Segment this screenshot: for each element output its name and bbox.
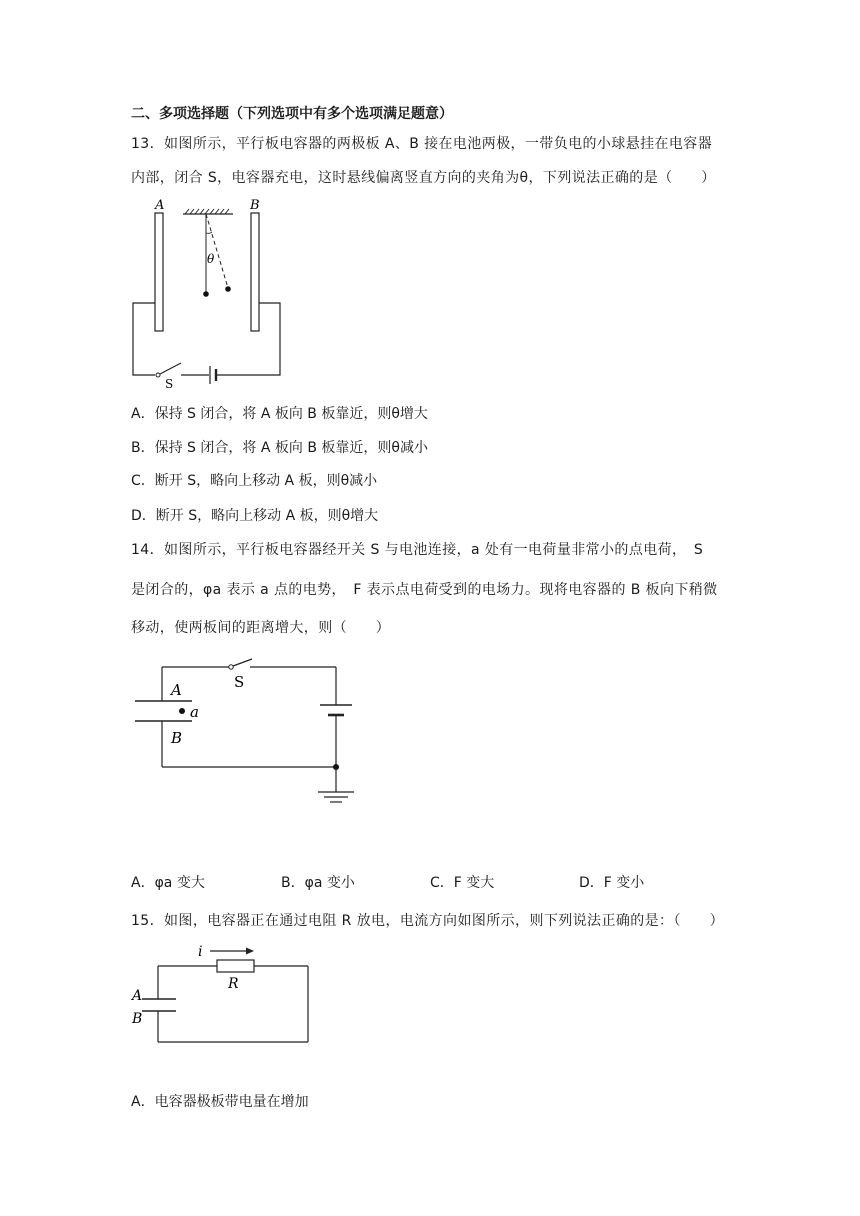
- q15-option-a: A．电容器极板带电量在增加: [131, 1094, 309, 1110]
- q13-option-a: A．保持 S 闭合，将 A 板向 B 板靠近，则θ增大: [131, 406, 428, 422]
- q15-stem-line1: 15．如图，电容器正在通过电阻 R 放电，电流方向如图所示，则下列说法正确的是：（ ）: [131, 913, 725, 929]
- q14-label-point: a: [190, 703, 199, 721]
- q13-label-a: A: [155, 198, 165, 213]
- q14-option-c: C．F 变大: [430, 875, 495, 891]
- q14-label-s: S: [234, 673, 245, 691]
- q13-label-b: B: [250, 198, 260, 213]
- q14-label-a: A: [171, 681, 182, 699]
- q14-stem-line1: 14．如图所示，平行板电容器经开关 S 与电池连接，a 处有一电荷量非常小的点电荷， S: [131, 542, 704, 558]
- q15-label-r: R: [228, 976, 239, 992]
- q13-option-c: C．断开 S，略向上移动 A 板，则θ减小: [131, 473, 378, 489]
- q13-option-b: B．保持 S 闭合，将 A 板向 B 板靠近，则θ减小: [131, 440, 428, 456]
- q15-label-i: i: [198, 944, 203, 960]
- q13-stem-line2: 内部，闭合 S，电容器充电，这时悬线偏离竖直方向的夹角为θ，下列说法正确的是（ ）: [131, 170, 716, 186]
- q13-label-theta: θ: [207, 252, 215, 266]
- q14-figure: [130, 655, 370, 815]
- q15-label-b: B: [132, 1011, 143, 1027]
- section-title: 二、多项选择题（下列选项中有多个选项满足题意）: [131, 106, 453, 122]
- q13-stem-line1: 13．如图所示，平行板电容器的两极板 A、B 接在电池两极，一带负电的小球悬挂在电容器: [131, 136, 713, 152]
- q14-stem-line2: 是闭合的，φa 表示 a 点的电势， F 表示点电荷受到的电场力。现将电容器的 B 板向下稍微: [131, 582, 718, 598]
- q13-figure: [125, 195, 285, 391]
- q13-label-s: S: [165, 377, 174, 391]
- q14-option-b: B．φa 变小: [281, 875, 355, 891]
- q14-option-d: D．F 变小: [579, 875, 645, 891]
- q13-option-d: D．断开 S，略向上移动 A 板，则θ增大: [131, 508, 379, 524]
- q15-figure: [130, 940, 330, 1055]
- q14-label-b: B: [171, 729, 183, 747]
- q14-stem-line3: 移动，使两板间的距离增大，则（ ）: [131, 620, 391, 636]
- q15-label-a: A: [132, 988, 143, 1004]
- q14-option-a: A．φa 变大: [131, 875, 205, 891]
